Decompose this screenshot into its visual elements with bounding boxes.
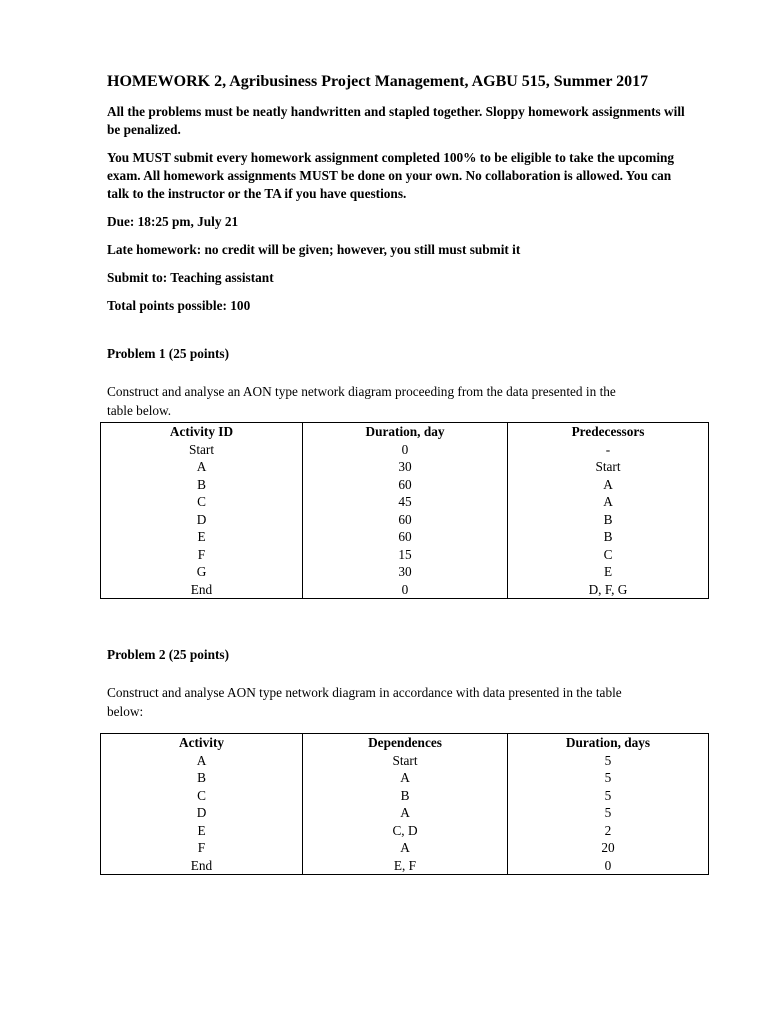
table-row [101,857,709,875]
table-row [101,528,709,546]
table-row [101,752,709,770]
submit-to: Submit to: Teaching assistant [107,270,274,285]
table-row [101,839,709,857]
table-cell: 15 [303,546,508,564]
column-header: Dependences [303,734,508,752]
total-points: Total points possible: 100 [107,298,251,313]
problem2-text-line2: below: [107,704,144,719]
table-row [101,546,709,564]
table-cell: Start [101,441,303,459]
table-row [101,511,709,529]
problem2-text-line1: Construct and analyse AON type network diagram in accordance with data presented in the table [107,685,622,700]
table-cell: B [508,528,709,546]
instruction-submit-line3: talk to the instructor or the TA if you have questions. [107,186,407,201]
table-cell: 2 [508,822,709,840]
table-cell: E [508,563,709,581]
table-cell: D, F, G [508,581,709,599]
table-cell: A [101,458,303,476]
table-cell: End [101,581,303,599]
instruction-submit-line2: exam. All homework assignments MUST be done on your own. No collaboration is allowed. You can [107,168,672,183]
table-cell: 60 [303,511,508,529]
table-cell: A [303,839,508,857]
table-cell: C [508,546,709,564]
table-cell: C [101,493,303,511]
table-cell: - [508,441,709,459]
table-cell: Start [508,458,709,476]
table-cell: C [101,787,303,805]
table-cell: A [303,804,508,822]
table-cell: G [101,563,303,581]
table-row [101,822,709,840]
table-cell: 5 [508,787,709,805]
table-cell: E [101,822,303,840]
table-row [101,458,709,476]
table-cell: B [508,511,709,529]
table-cell: 60 [303,476,508,494]
table-row [101,787,709,805]
table-cell: D [101,511,303,529]
table-cell: End [101,857,303,875]
table-cell: Start [303,752,508,770]
table-cell: 0 [303,441,508,459]
table-cell: C, D [303,822,508,840]
table-row [101,493,709,511]
table-cell: 30 [303,458,508,476]
table-row [101,441,709,459]
column-header: Activity ID [101,423,303,441]
table-cell: 5 [508,752,709,770]
document-title: HOMEWORK 2, Agribusiness Project Management, AGBU 515, Summer 2017 [107,73,649,90]
table-cell: A [508,493,709,511]
table-cell: B [101,769,303,787]
table-row [101,563,709,581]
table-header-row [101,734,709,752]
table-cell: 0 [508,857,709,875]
problem1-table [100,422,709,599]
table-cell: F [101,546,303,564]
problem1-text-line2: table below. [107,403,172,418]
table-cell: 45 [303,493,508,511]
table-row [101,476,709,494]
table-cell: B [303,787,508,805]
instruction-submit-line1: You MUST submit every homework assignment completed 100% to be eligible to take the upcoming [107,150,675,165]
table-cell: A [303,769,508,787]
column-header: Duration, day [303,423,508,441]
problem2-heading: Problem 2 (25 points) [107,647,230,662]
table-cell: E, F [303,857,508,875]
late-policy: Late homework: no credit will be given; however, you still must submit it [107,242,521,257]
table-cell: A [508,476,709,494]
table-header-row [101,423,709,441]
problem2-table [100,733,709,875]
problem1-text-line1: Construct and analyse an AON type network diagram proceeding from the data presented in the [107,384,616,399]
table-row [101,769,709,787]
table-cell: 0 [303,581,508,599]
table-cell: 20 [508,839,709,857]
table-row [101,581,709,599]
table-cell: D [101,804,303,822]
column-header: Duration, days [508,734,709,752]
problem1-heading: Problem 1 (25 points) [107,346,230,361]
table-cell: 60 [303,528,508,546]
instruction-neatness-line1: All the problems must be neatly handwritten and stapled together. Sloppy homework assignments will [107,104,685,119]
table-cell: B [101,476,303,494]
column-header: Predecessors [508,423,709,441]
table-cell: E [101,528,303,546]
table-cell: 5 [508,804,709,822]
instruction-neatness-line2: be penalized. [107,122,181,137]
table-cell: A [101,752,303,770]
table-cell: 5 [508,769,709,787]
due-date: Due: 18:25 pm, July 21 [107,214,239,229]
table-row [101,804,709,822]
table-cell: F [101,839,303,857]
table-cell: 30 [303,563,508,581]
column-header: Activity [101,734,303,752]
